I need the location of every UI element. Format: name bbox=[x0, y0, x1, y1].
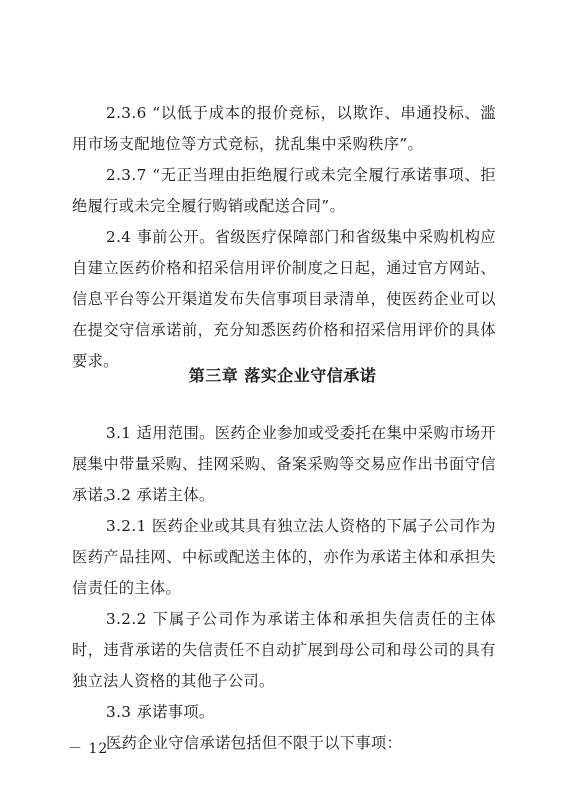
page-number: － 12 － bbox=[68, 741, 129, 757]
paragraph-commitment-intro: 医药企业守信承诺包括但不限于以下事项： bbox=[106, 734, 403, 752]
chapter-heading: 第三章 落实企业守信承诺 bbox=[188, 366, 377, 385]
paragraph-2-4: 2.4 事前公开。省级医疗保障部门和省级集中采购机构应自建立医药价格和招采信用评价制度之日起，通过官方网站、信息平台等公开渠道发布失信事项目录清单，使医药企业可以在提交守信承诺前，充分知悉医药价格和招采信用评价的具体要求。 bbox=[72, 228, 496, 370]
paragraph-3-3: 3.3 承诺事项。 bbox=[106, 703, 215, 721]
paragraph-3-2-1: 3.2.1 医药企业或其具有独立法人资格的下属子公司作为医药产品挂网、中标或配送主体的，亦作为承诺主体和承担失信责任的主体。 bbox=[72, 517, 496, 597]
paragraph-3-1: 3.1 适用范围。医药企业参加或受委托在集中采购市场开展集中带量采购、挂网采购、备案采购等交易应作出书面守信承诺。 bbox=[72, 424, 496, 504]
paragraph-2-3-6: 2.3.6 “以低于成本的报价竞标，以欺诈、串通投标、滥用市场支配地位等方式竞标，扰乱集中采购秩序”。 bbox=[72, 104, 496, 153]
paragraph-3-2-2: 3.2.2 下属子公司作为承诺主体和承担失信责任的主体时，违背承诺的失信责任不自动扩展到母公司和母公司的具有独立法人资格的其他子公司。 bbox=[72, 610, 496, 690]
paragraph-3-2: 3.2 承诺主体。 bbox=[106, 486, 215, 504]
paragraph-2-3-7: 2.3.7 “无正当理由拒绝履行或未完全履行承诺事项、拒绝履行或未完全履行购销或配送合同”。 bbox=[72, 166, 496, 215]
